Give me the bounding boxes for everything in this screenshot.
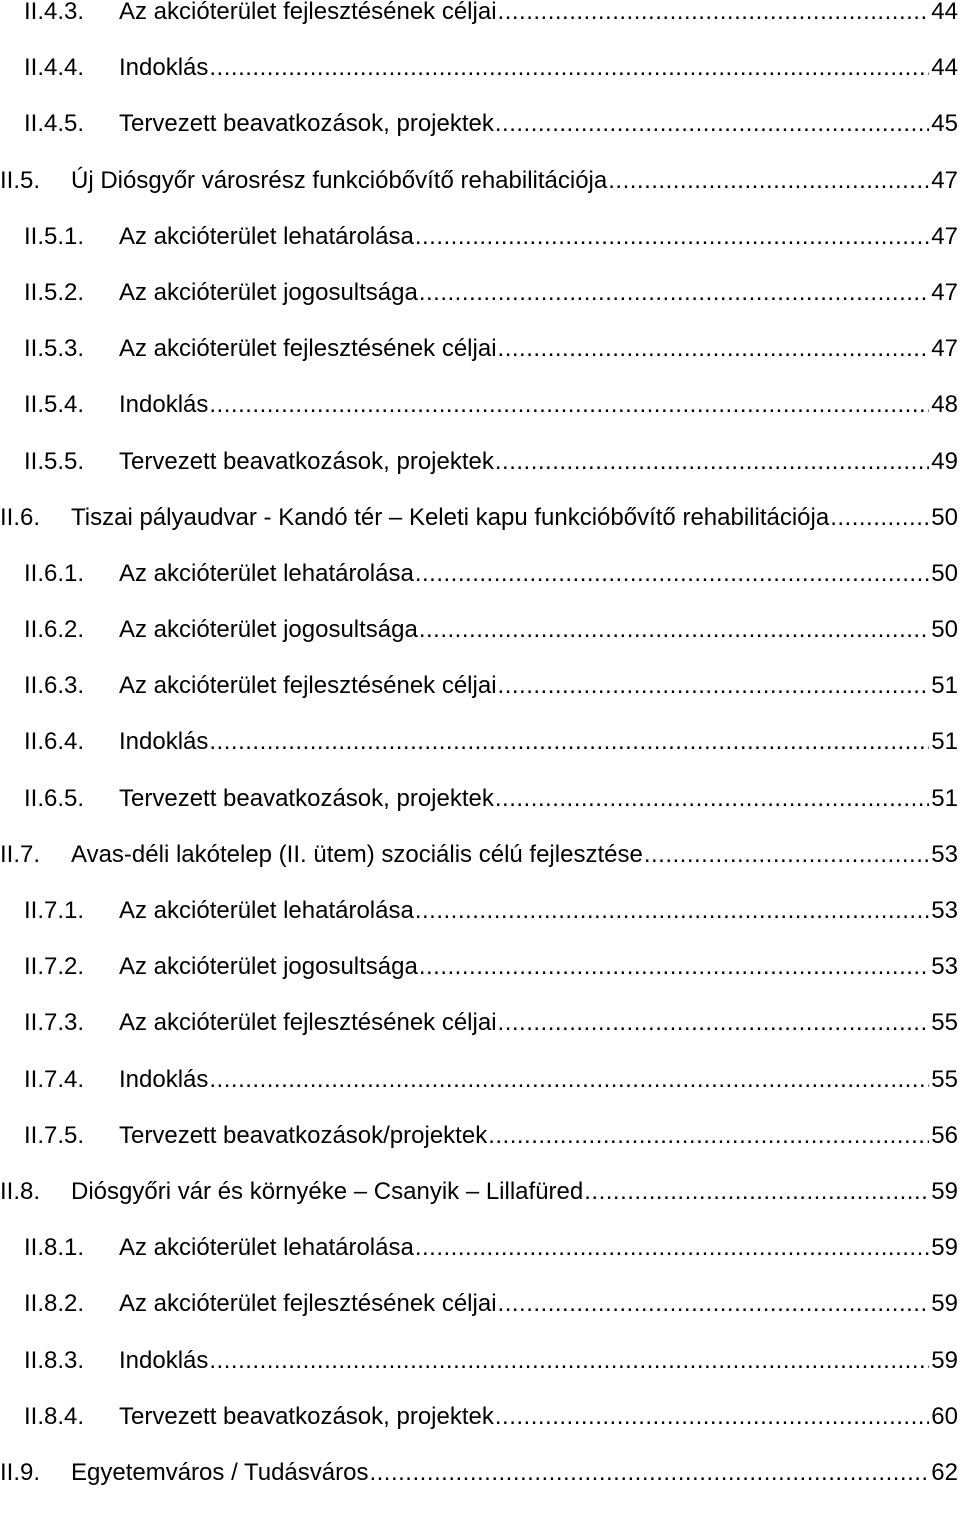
toc-entry[interactable] [0, 337, 960, 393]
toc-entry-page-number[interactable]: 59 [931, 1177, 958, 1205]
toc-entry[interactable] [0, 447, 960, 506]
toc-entry-title[interactable]: Tervezett beavatkozások, projektek [119, 784, 494, 812]
toc-entry-number: II.5.5. [24, 447, 85, 475]
toc-entry-line [0, 1458, 960, 1486]
toc-entry-line [0, 1292, 960, 1316]
toc-entry-line [0, 166, 960, 194]
toc-entry-title[interactable]: Tervezett beavatkozások, projektek [119, 1402, 494, 1430]
toc-entry-title[interactable]: Az akcióterület jogosultsága [119, 953, 418, 981]
toc-entry-number: II.6.2. [24, 616, 85, 644]
toc-entry-page-number[interactable]: 51 [931, 672, 958, 700]
dot-leader [498, 1011, 930, 1035]
toc-entry-line [0, 222, 960, 250]
toc-entry-page-number[interactable]: 53 [931, 897, 958, 924]
dot-leader [584, 1180, 929, 1204]
toc-entry-title[interactable]: Az akcióterület fejlesztésének céljai [119, 335, 497, 363]
toc-entry-title[interactable]: Diósgyőri vár és környéke – Csanyik – Lillafüred [71, 1177, 584, 1205]
toc-entry-number: II.6. [0, 503, 41, 531]
toc-entry[interactable] [0, 222, 960, 281]
toc-entry-line [0, 337, 960, 361]
dot-leader [419, 618, 929, 642]
toc-entry[interactable] [0, 899, 960, 955]
dot-leader [209, 730, 929, 754]
toc-entry-line [0, 784, 960, 812]
toc-entry[interactable] [0, 1177, 960, 1236]
toc-entry-number: II.8.2. [24, 1290, 85, 1318]
toc-entry-title[interactable]: Az akcióterület lehatárolása [119, 559, 414, 587]
toc-entry[interactable] [0, 730, 960, 786]
toc-entry-number: II.8. [0, 1177, 41, 1205]
toc-entry-number: II.5.3. [24, 335, 85, 363]
toc-entry-line [0, 1065, 960, 1093]
toc-entry-number: II.6.4. [24, 728, 85, 756]
toc-entry-number: II.4.3. [24, 0, 85, 25]
toc-entry[interactable] [0, 166, 960, 225]
toc-entry-page-number[interactable]: 55 [931, 1065, 958, 1093]
toc-entry-page-number[interactable]: 47 [931, 166, 958, 194]
toc-entry-number: II.8.3. [24, 1346, 85, 1374]
toc-entry-line [0, 447, 960, 475]
toc-entry-page-number[interactable]: 50 [931, 559, 958, 587]
toc-entry-number: II.7.1. [24, 897, 85, 924]
toc-entry-line [0, 1402, 960, 1430]
toc-entry-line [0, 1177, 960, 1205]
dot-leader [608, 169, 929, 193]
toc-entry-line [0, 0, 960, 24]
toc-entry-page-number[interactable]: 59 [931, 1346, 958, 1374]
toc-entry[interactable] [0, 393, 960, 449]
toc-entry-number: II.5.2. [24, 278, 85, 306]
toc-entry-line [0, 955, 960, 979]
toc-entry[interactable] [0, 1292, 960, 1348]
toc-entry[interactable] [0, 1065, 960, 1124]
toc-entry[interactable] [0, 1121, 960, 1180]
dot-leader [209, 393, 929, 417]
dot-leader [830, 506, 929, 530]
dot-leader [415, 225, 929, 249]
toc-entry-number: II.7.2. [24, 953, 85, 981]
toc-entry-page-number[interactable]: 47 [931, 278, 958, 306]
toc-entry-number: II.5.1. [24, 222, 85, 250]
toc-entry-line [0, 112, 960, 136]
toc-entry-title[interactable]: Indoklás [119, 54, 209, 82]
toc-entry-number: II.7. [0, 840, 41, 868]
toc-entry-line [0, 1121, 960, 1149]
toc-entry-title[interactable]: Tervezett beavatkozások, projektek [119, 447, 494, 475]
toc-entry[interactable] [0, 1236, 960, 1292]
toc-entry-title[interactable]: Indoklás [119, 1346, 209, 1374]
toc-entry[interactable] [0, 1346, 960, 1405]
toc-entry-number: II.7.4. [24, 1065, 85, 1093]
dot-leader [495, 787, 929, 811]
toc-entry-number: II.7.5. [24, 1121, 85, 1149]
toc-entry-line [0, 559, 960, 587]
toc-entry-number: II.4.5. [24, 110, 85, 138]
toc-entry[interactable] [0, 840, 960, 899]
toc-entry-title[interactable]: Indoklás [119, 391, 209, 419]
toc-entry[interactable] [0, 56, 960, 112]
dot-leader [209, 56, 929, 80]
toc-entry-page-number[interactable]: 59 [931, 1234, 958, 1262]
dot-leader [644, 843, 929, 867]
toc-entry-number: II.6.1. [24, 559, 85, 587]
toc-entry-page-number[interactable]: 59 [931, 1290, 958, 1318]
dot-leader [419, 281, 929, 305]
dot-leader [495, 1405, 929, 1429]
toc-entry-page-number[interactable]: 62 [931, 1458, 958, 1486]
toc-entry[interactable] [0, 1402, 960, 1461]
dot-leader [495, 112, 929, 136]
toc-entry-title[interactable]: Indoklás [119, 1065, 209, 1093]
toc-entry-line [0, 1011, 960, 1035]
toc-entry-page-number[interactable]: 44 [931, 0, 958, 25]
toc-entry[interactable] [0, 503, 960, 562]
toc-entry-line [0, 840, 960, 868]
toc-entry-title[interactable]: Új Diósgyőr városrész funkcióbővítő rehabilitációja [71, 166, 608, 194]
dot-leader [209, 1349, 929, 1373]
toc-entry-title[interactable]: Az akcióterület jogosultsága [119, 278, 418, 306]
dot-leader [498, 0, 930, 24]
toc-entry[interactable] [0, 1458, 960, 1517]
toc-entry[interactable] [0, 559, 960, 618]
toc-entry-page-number[interactable]: 51 [931, 728, 958, 756]
toc-entry-number: II.4.4. [24, 54, 85, 82]
toc-entry-title[interactable]: Avas-déli lakótelep (II. ütem) szociális célú fejlesztése [71, 840, 643, 868]
dot-leader [419, 955, 929, 979]
toc-entry-page-number[interactable]: 47 [931, 222, 958, 250]
toc-entry-line [0, 674, 960, 698]
toc-entry-line [0, 393, 960, 417]
toc-entry-page-number[interactable]: 53 [931, 840, 958, 868]
toc-entry-line [0, 503, 960, 531]
toc-entry-title[interactable]: Indoklás [119, 728, 209, 756]
toc-entry-line [0, 56, 960, 80]
dot-leader [209, 1068, 929, 1092]
toc-entry-title[interactable]: Az akcióterület fejlesztésének céljai [119, 672, 497, 700]
toc-entry-line [0, 899, 960, 923]
toc-entry-number: II.8.1. [24, 1234, 85, 1262]
toc-entry[interactable] [0, 1011, 960, 1067]
toc-entry-line [0, 618, 960, 642]
toc-entry[interactable] [0, 618, 960, 674]
toc-entry-page-number[interactable]: 45 [931, 110, 958, 138]
toc-entry-number: II.5. [0, 166, 41, 194]
toc-entry-number: II.8.4. [24, 1402, 85, 1430]
dot-leader [498, 674, 930, 698]
toc-entry-title[interactable]: Az akcióterület lehatárolása [119, 897, 414, 924]
toc-entry-number: II.5.4. [24, 391, 85, 419]
dot-leader [488, 1124, 929, 1148]
toc-entry[interactable] [0, 955, 960, 1011]
toc-entry-page-number[interactable]: 53 [931, 953, 958, 981]
toc-entry-title[interactable]: Tervezett beavatkozások, projektek [119, 110, 494, 138]
toc-entry[interactable] [0, 278, 960, 337]
toc-entry-line [0, 278, 960, 306]
toc-entry-title[interactable]: Tervezett beavatkozások/projektek [119, 1121, 488, 1149]
toc-entry-page-number[interactable]: 50 [931, 616, 958, 644]
toc-entry[interactable] [0, 784, 960, 843]
toc-entry-page-number[interactable]: 50 [931, 503, 958, 531]
toc-entry-title[interactable]: Az akcióterület fejlesztésének céljai [119, 1009, 497, 1037]
toc-entry-number: II.6.3. [24, 672, 85, 700]
toc-entry-number: II.6.5. [24, 784, 85, 812]
toc-entry[interactable] [0, 112, 960, 168]
toc-entry-title[interactable]: Az akcióterület lehatárolása [119, 1234, 414, 1262]
toc-entry-title[interactable]: Tiszai pályaudvar - Kandó tér – Keleti kapu funkcióbővítő rehabilitációja [71, 503, 830, 531]
toc-entry-page-number[interactable]: 48 [931, 391, 958, 419]
toc-entry-line [0, 730, 960, 754]
toc-entry-title[interactable]: Egyetemváros / Tudásváros [71, 1458, 369, 1486]
toc-entry-title[interactable]: Az akcióterület lehatárolása [119, 222, 414, 250]
toc-entry-page-number[interactable]: 49 [931, 447, 958, 475]
dot-leader [498, 1292, 930, 1316]
toc-entry-number: II.9. [0, 1458, 41, 1486]
toc-entry-page-number[interactable]: 56 [931, 1121, 958, 1149]
toc-entry-page-number[interactable]: 60 [931, 1402, 958, 1430]
toc-entry-page-number[interactable]: 51 [931, 784, 958, 812]
toc-entry-number: II.7.3. [24, 1009, 85, 1037]
dot-leader [369, 1461, 929, 1485]
dot-leader [415, 562, 929, 586]
toc-entry[interactable] [0, 674, 960, 730]
toc-entry-line [0, 1236, 960, 1260]
toc-entry-page-number[interactable]: 44 [931, 54, 958, 82]
toc-entry[interactable] [0, 0, 960, 56]
toc-entry-line [0, 1346, 960, 1374]
toc-entry-title[interactable]: Az akcióterület jogosultsága [119, 616, 418, 644]
dot-leader [415, 899, 929, 923]
dot-leader [415, 1236, 929, 1260]
dot-leader [498, 337, 930, 361]
toc-entry-title[interactable]: Az akcióterület fejlesztésének céljai [119, 1290, 497, 1318]
toc-entry-title[interactable]: Az akcióterület fejlesztésének céljai [119, 0, 497, 25]
toc-entry-page-number[interactable]: 55 [931, 1009, 958, 1037]
dot-leader [495, 450, 929, 474]
toc-entry-page-number[interactable]: 47 [931, 335, 958, 363]
